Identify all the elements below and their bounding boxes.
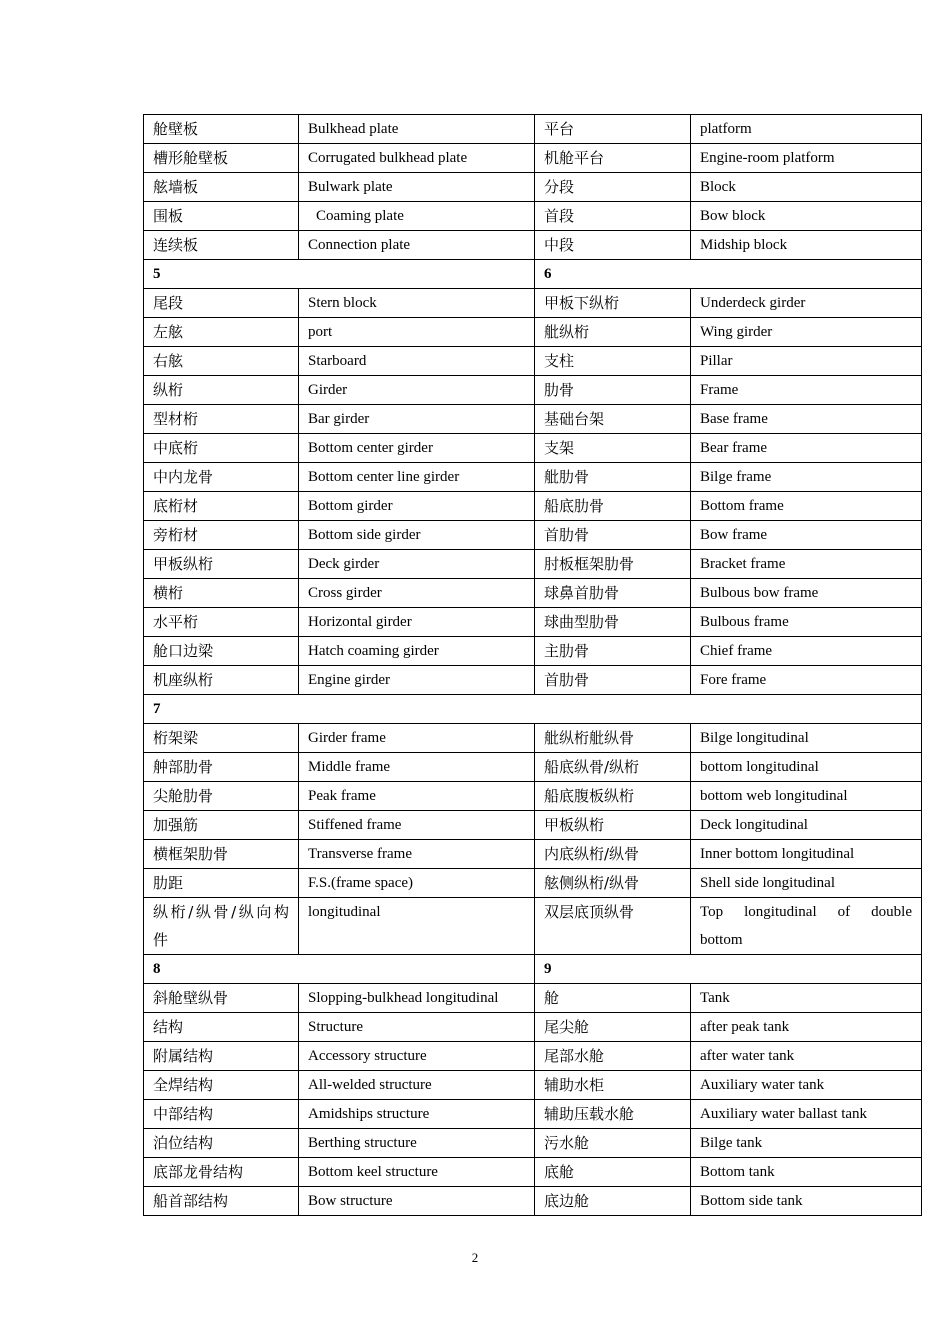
english-term: Shell side longitudinal xyxy=(691,869,922,898)
chinese-term: 双层底顶纵骨 xyxy=(535,898,691,955)
chinese-term: 槽形舱壁板 xyxy=(144,144,299,173)
english-term: Fore frame xyxy=(691,666,922,695)
chinese-term: 舯部肋骨 xyxy=(144,753,299,782)
table-row xyxy=(144,898,922,955)
table-row xyxy=(144,1042,922,1071)
english-term: Bracket frame xyxy=(691,550,922,579)
table-row xyxy=(144,289,922,318)
english-term: after water tank xyxy=(691,1042,922,1071)
chinese-term: 结构 xyxy=(144,1013,299,1042)
english-term: All-welded structure xyxy=(299,1071,535,1100)
english-term: Engine-room platform xyxy=(691,144,922,173)
chinese-term: 泊位结构 xyxy=(144,1129,299,1158)
chinese-term: 首段 xyxy=(535,202,691,231)
chinese-term: 中内龙骨 xyxy=(144,463,299,492)
chinese-term: 肋骨 xyxy=(535,376,691,405)
english-term: Tank xyxy=(691,984,922,1013)
table-row xyxy=(144,492,922,521)
table-row xyxy=(144,782,922,811)
english-term: Bottom center line girder xyxy=(299,463,535,492)
english-term: Corrugated bulkhead plate xyxy=(299,144,535,173)
chinese-term: 横框架肋骨 xyxy=(144,840,299,869)
english-term: longitudinal xyxy=(299,898,535,955)
table-row xyxy=(144,1187,922,1216)
english-term: Accessory structure xyxy=(299,1042,535,1071)
chinese-term: 尾部水舱 xyxy=(535,1042,691,1071)
chinese-term-line1: 纵桁/纵骨/纵向构 xyxy=(153,903,289,921)
chinese-term-line2: 件 xyxy=(153,931,169,949)
english-term: Auxiliary water tank xyxy=(691,1071,922,1100)
chinese-term: 附属结构 xyxy=(144,1042,299,1071)
chinese-term: 船底纵骨/纵桁 xyxy=(535,753,691,782)
chinese-term: 底部龙骨结构 xyxy=(144,1158,299,1187)
chinese-term: 连续板 xyxy=(144,231,299,260)
english-term: Bar girder xyxy=(299,405,535,434)
english-term: Bottom keel structure xyxy=(299,1158,535,1187)
table-row xyxy=(144,318,922,347)
chinese-term: 首肋骨 xyxy=(535,521,691,550)
english-term: Bow frame xyxy=(691,521,922,550)
english-term: after peak tank xyxy=(691,1013,922,1042)
english-term: Underdeck girder xyxy=(691,289,922,318)
table-row xyxy=(144,840,922,869)
english-term: Horizontal girder xyxy=(299,608,535,637)
chinese-term: 辅助压载水舱 xyxy=(535,1100,691,1129)
table-row xyxy=(144,1071,922,1100)
chinese-term: 中段 xyxy=(535,231,691,260)
chinese-term: 纵桁 xyxy=(144,376,299,405)
glossary-table xyxy=(143,114,922,1216)
chinese-term: 舱口边梁 xyxy=(144,637,299,666)
page-number: 2 xyxy=(471,1250,479,1265)
english-term: Chief frame xyxy=(691,637,922,666)
english-term: Pillar xyxy=(691,347,922,376)
chinese-term: 内底纵桁/纵骨 xyxy=(535,840,691,869)
english-term: Frame xyxy=(691,376,922,405)
table-row xyxy=(144,869,922,898)
table-row xyxy=(144,434,922,463)
english-term: Bilge tank xyxy=(691,1129,922,1158)
english-term: Connection plate xyxy=(299,231,535,260)
chinese-term: 污水舱 xyxy=(535,1129,691,1158)
section-number: 7 xyxy=(144,695,922,724)
english-term: Bottom side tank xyxy=(691,1187,922,1216)
english-term: Bulkhead plate xyxy=(299,115,535,144)
chinese-term: 中部结构 xyxy=(144,1100,299,1129)
english-term-line2: bottom xyxy=(700,932,743,948)
section-header-row xyxy=(144,695,922,724)
chinese-term: 船底肋骨 xyxy=(535,492,691,521)
chinese-term: 尾段 xyxy=(144,289,299,318)
english-term: Hatch coaming girder xyxy=(299,637,535,666)
chinese-term: 主肋骨 xyxy=(535,637,691,666)
english-term: Bulbous frame xyxy=(691,608,922,637)
english-term: Stern block xyxy=(299,289,535,318)
english-term: Middle frame xyxy=(299,753,535,782)
english-term: Midship block xyxy=(691,231,922,260)
english-term: Bottom girder xyxy=(299,492,535,521)
chinese-term: 围板 xyxy=(144,202,299,231)
table-row xyxy=(144,115,922,144)
chinese-term: 球鼻首肋骨 xyxy=(535,579,691,608)
chinese-term: 横桁 xyxy=(144,579,299,608)
chinese-term: 底舱 xyxy=(535,1158,691,1187)
chinese-term: 舭纵桁 xyxy=(535,318,691,347)
chinese-term: 机座纵桁 xyxy=(144,666,299,695)
english-term: Bilge longitudinal xyxy=(691,724,922,753)
table-row xyxy=(144,608,922,637)
chinese-term: 底边舱 xyxy=(535,1187,691,1216)
chinese-term: 甲板下纵桁 xyxy=(535,289,691,318)
table-row xyxy=(144,173,922,202)
english-term: Bulwark plate xyxy=(299,173,535,202)
english-term: Base frame xyxy=(691,405,922,434)
chinese-term: 尖舱肋骨 xyxy=(144,782,299,811)
chinese-term: 分段 xyxy=(535,173,691,202)
section-number-left: 8 xyxy=(144,955,535,984)
english-term: Cross girder xyxy=(299,579,535,608)
table-row xyxy=(144,231,922,260)
chinese-term: 平台 xyxy=(535,115,691,144)
chinese-term: 球曲型肋骨 xyxy=(535,608,691,637)
chinese-term: 左舷 xyxy=(144,318,299,347)
english-term-cell xyxy=(691,898,922,955)
chinese-term: 首肋骨 xyxy=(535,666,691,695)
table-row xyxy=(144,579,922,608)
english-term: bottom longitudinal xyxy=(691,753,922,782)
table-row xyxy=(144,521,922,550)
table-row xyxy=(144,1100,922,1129)
section-number-left: 5 xyxy=(144,260,535,289)
table-row xyxy=(144,376,922,405)
chinese-term: 支柱 xyxy=(535,347,691,376)
english-term: Auxiliary water ballast tank xyxy=(691,1100,922,1129)
english-term: Coaming plate xyxy=(299,202,535,231)
table-row xyxy=(144,1013,922,1042)
table-row xyxy=(144,550,922,579)
table-row xyxy=(144,405,922,434)
english-term: Wing girder xyxy=(691,318,922,347)
english-term: Girder xyxy=(299,376,535,405)
english-term: Bear frame xyxy=(691,434,922,463)
english-term: Deck longitudinal xyxy=(691,811,922,840)
chinese-term: 支架 xyxy=(535,434,691,463)
chinese-term: 舱壁板 xyxy=(144,115,299,144)
table-row xyxy=(144,811,922,840)
english-term: Transverse frame xyxy=(299,840,535,869)
english-term: F.S.(frame space) xyxy=(299,869,535,898)
table-row xyxy=(144,144,922,173)
table-row xyxy=(144,463,922,492)
english-term: Engine girder xyxy=(299,666,535,695)
english-term: port xyxy=(299,318,535,347)
section-number-right: 6 xyxy=(535,260,922,289)
table-row xyxy=(144,637,922,666)
chinese-term: 舭纵桁舭纵骨 xyxy=(535,724,691,753)
english-term-line1: Top longitudinal of double xyxy=(700,904,912,920)
table-row xyxy=(144,202,922,231)
table-row xyxy=(144,666,922,695)
english-term: Peak frame xyxy=(299,782,535,811)
chinese-term: 辅助水柜 xyxy=(535,1071,691,1100)
chinese-term: 机舱平台 xyxy=(535,144,691,173)
english-term: Deck girder xyxy=(299,550,535,579)
english-term: Starboard xyxy=(299,347,535,376)
section-header-row xyxy=(144,955,922,984)
english-term: Girder frame xyxy=(299,724,535,753)
table-row xyxy=(144,1129,922,1158)
chinese-term: 舱 xyxy=(535,984,691,1013)
english-term: Bottom tank xyxy=(691,1158,922,1187)
english-term: Bottom center girder xyxy=(299,434,535,463)
english-term: Structure xyxy=(299,1013,535,1042)
chinese-term: 肋距 xyxy=(144,869,299,898)
chinese-term: 甲板纵桁 xyxy=(535,811,691,840)
chinese-term: 中底桁 xyxy=(144,434,299,463)
chinese-term: 型材桁 xyxy=(144,405,299,434)
table-row xyxy=(144,724,922,753)
chinese-term: 肘板框架肋骨 xyxy=(535,550,691,579)
table-row xyxy=(144,1158,922,1187)
chinese-term: 斜舱壁纵骨 xyxy=(144,984,299,1013)
english-term: Bottom side girder xyxy=(299,521,535,550)
english-term: Berthing structure xyxy=(299,1129,535,1158)
english-term: Bow block xyxy=(691,202,922,231)
english-term: Bottom frame xyxy=(691,492,922,521)
chinese-term: 桁架梁 xyxy=(144,724,299,753)
table-row xyxy=(144,347,922,376)
english-term: Stiffened frame xyxy=(299,811,535,840)
chinese-term-cell xyxy=(144,898,299,955)
english-term: Bilge frame xyxy=(691,463,922,492)
table-row xyxy=(144,984,922,1013)
english-term: Bulbous bow frame xyxy=(691,579,922,608)
table-row xyxy=(144,753,922,782)
chinese-term: 水平桁 xyxy=(144,608,299,637)
english-term: Slopping-bulkhead longitudinal xyxy=(299,984,535,1013)
english-term: Amidships structure xyxy=(299,1100,535,1129)
section-header-row xyxy=(144,260,922,289)
english-term: Inner bottom longitudinal xyxy=(691,840,922,869)
english-term: Bow structure xyxy=(299,1187,535,1216)
glossary-body xyxy=(144,115,922,1216)
section-number-right: 9 xyxy=(535,955,922,984)
chinese-term: 舷侧纵桁/纵骨 xyxy=(535,869,691,898)
chinese-term: 甲板纵桁 xyxy=(144,550,299,579)
chinese-term: 加强筋 xyxy=(144,811,299,840)
chinese-term: 舷墙板 xyxy=(144,173,299,202)
chinese-term: 舭肋骨 xyxy=(535,463,691,492)
chinese-term: 基础台架 xyxy=(535,405,691,434)
english-term: platform xyxy=(691,115,922,144)
chinese-term: 船首部结构 xyxy=(144,1187,299,1216)
chinese-term: 底桁材 xyxy=(144,492,299,521)
chinese-term: 旁桁材 xyxy=(144,521,299,550)
english-term: Block xyxy=(691,173,922,202)
chinese-term: 右舷 xyxy=(144,347,299,376)
chinese-term: 尾尖舱 xyxy=(535,1013,691,1042)
english-term: bottom web longitudinal xyxy=(691,782,922,811)
chinese-term: 船底腹板纵桁 xyxy=(535,782,691,811)
chinese-term: 全焊结构 xyxy=(144,1071,299,1100)
